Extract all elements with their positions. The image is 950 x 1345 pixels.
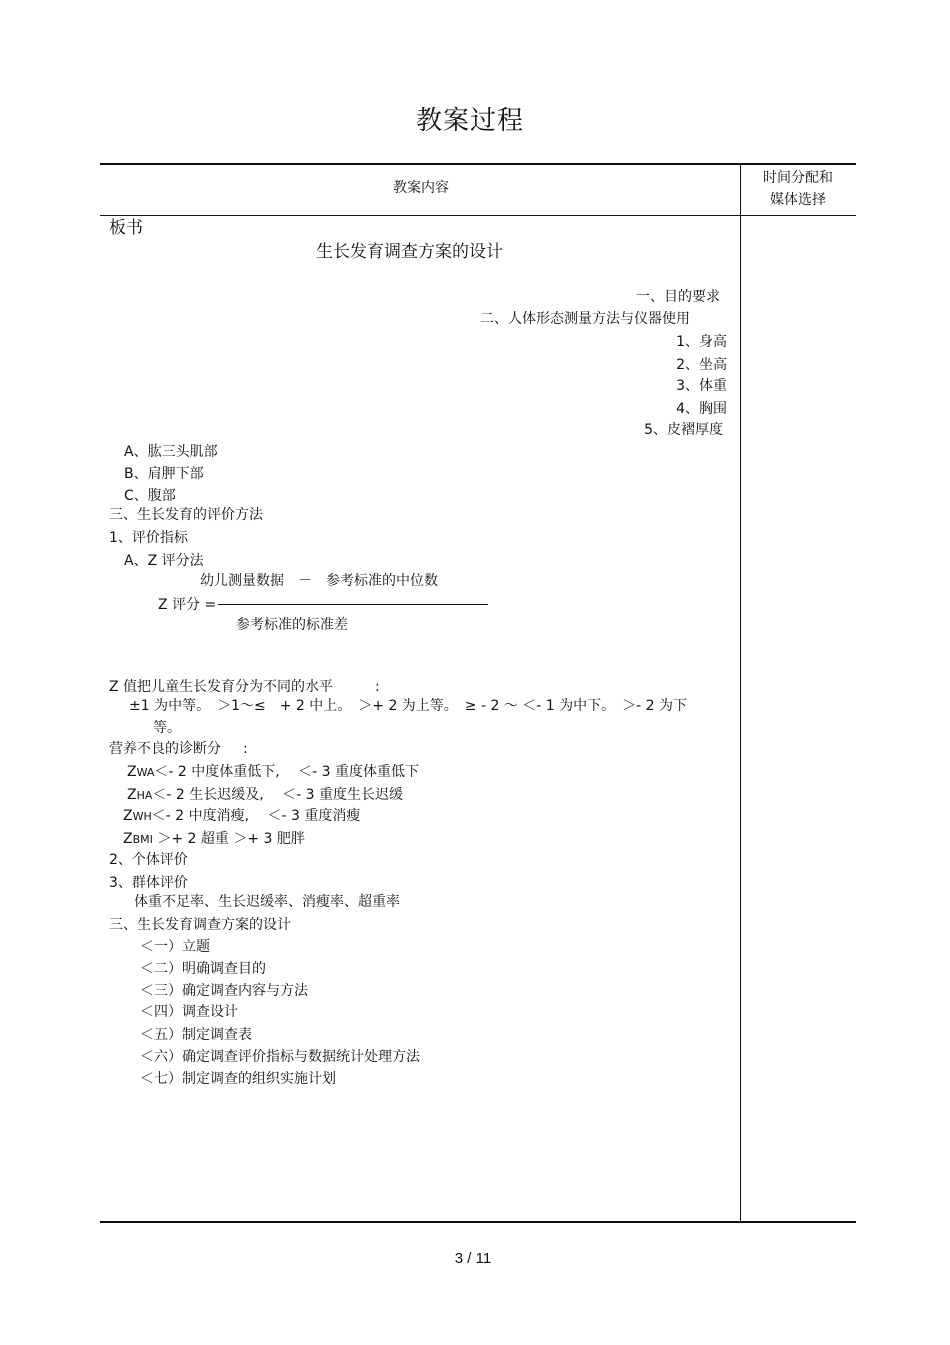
z-levels-line: ±1 为中等。 ＞1～≤ + 2 中上。 ＞+ 2 为上等。 ≥ - 2 ～ ＜- 1 为中下。 ＞- 2 为下 [129,698,688,714]
measure-item: 2、坐高 [676,357,727,373]
malnutrition-colon: : [243,741,248,757]
design-step: ＜一）立题 [140,939,210,955]
design-step: ＜三）确定调查内容与方法 [140,983,308,999]
z-score-method: A、Z 评分法 [124,553,204,569]
measure-item: 3、体重 [676,378,727,394]
z-symbol: Z [123,808,133,824]
diagnosis-text: ＞+ 2 超重 ＞+ 3 肥胖 [157,831,305,847]
eval-group: 3、群体评价 [109,875,188,891]
table-header-rule [100,215,856,216]
measure-item: 5、皮褶厚度 [644,422,723,438]
skinfold-site: B、肩胛下部 [124,466,204,482]
measure-item: 4、胸围 [676,401,727,417]
section-objectives: 一、目的要求 [636,289,720,305]
z-levels-intro: Z 值把儿童生长发育分为不同的水平 [109,679,334,695]
design-step: ＜七）制定调查的组织实施计划 [140,1071,336,1087]
z-symbol: Z [127,764,137,780]
design-step: ＜二）明确调查目的 [140,961,266,977]
table-bottom-rule [100,1221,856,1223]
z-symbol: Z [127,787,137,803]
z-levels-line-continued: 等。 [153,720,181,736]
diagnosis-weight-for-age [127,765,419,779]
subscript: WH [132,810,152,823]
content-column-header: 教案内容 [393,180,449,196]
malnutrition-intro: 营养不良的诊断分 [109,741,221,757]
diagnosis-height-for-age [127,788,403,802]
page-number: 3 / 11 [454,1250,492,1267]
subscript: HA [136,789,153,802]
section-measurement: 二、人体形态测量方法与仪器使用 [480,311,690,327]
side-column-header-line1: 时间分配和 [763,170,833,186]
eval-individual: 2、个体评价 [109,852,188,868]
eval-indicators: 1、评价指标 [109,530,188,546]
skinfold-site: C、腹部 [124,488,176,504]
section-evaluation: 三、生长发育的评价方法 [109,507,263,523]
measure-item: 1、身高 [676,334,727,350]
board-label: 板书 [109,218,143,238]
diagnosis-text: ＜- 2 生长迟缓及, ＜- 3 重度生长迟缓 [152,787,404,803]
z-levels-colon: : [375,679,380,695]
table-column-divider [740,163,741,1222]
table-top-rule [100,163,856,165]
board-heading: 生长发育调查方案的设计 [316,242,503,262]
formula-fraction-bar [218,604,488,605]
diagnosis-text: ＜- 2 中度体重低下, ＜- 3 重度体重低下 [154,764,420,780]
subscript: BMI [132,833,153,846]
design-step: ＜五）制定调查表 [140,1027,252,1043]
page-title: 教案过程 [415,106,524,136]
diagnosis-text: ＜- 2 中度消瘦, ＜- 3 重度消瘦 [151,808,361,824]
skinfold-site: A、肱三头肌部 [124,444,218,460]
group-rates: 体重不足率、生长迟缓率、消瘦率、超重率 [134,894,400,910]
formula-lhs: Z 评分 = [158,597,217,613]
section-survey-design: 三、生长发育调查方案的设计 [109,917,291,933]
diagnosis-weight-for-height [123,809,360,823]
z-symbol: Z [123,831,133,847]
formula-numerator: 幼儿测量数据 － 参考标准的中位数 [200,573,438,589]
design-step: ＜四）调查设计 [140,1004,238,1020]
side-column-header-line2: 媒体选择 [770,192,826,208]
diagnosis-bmi [123,832,305,846]
subscript: WA [136,766,155,779]
design-step: ＜六）确定调查评价指标与数据统计处理方法 [140,1049,420,1065]
formula-denominator: 参考标准的标准差 [236,617,348,633]
